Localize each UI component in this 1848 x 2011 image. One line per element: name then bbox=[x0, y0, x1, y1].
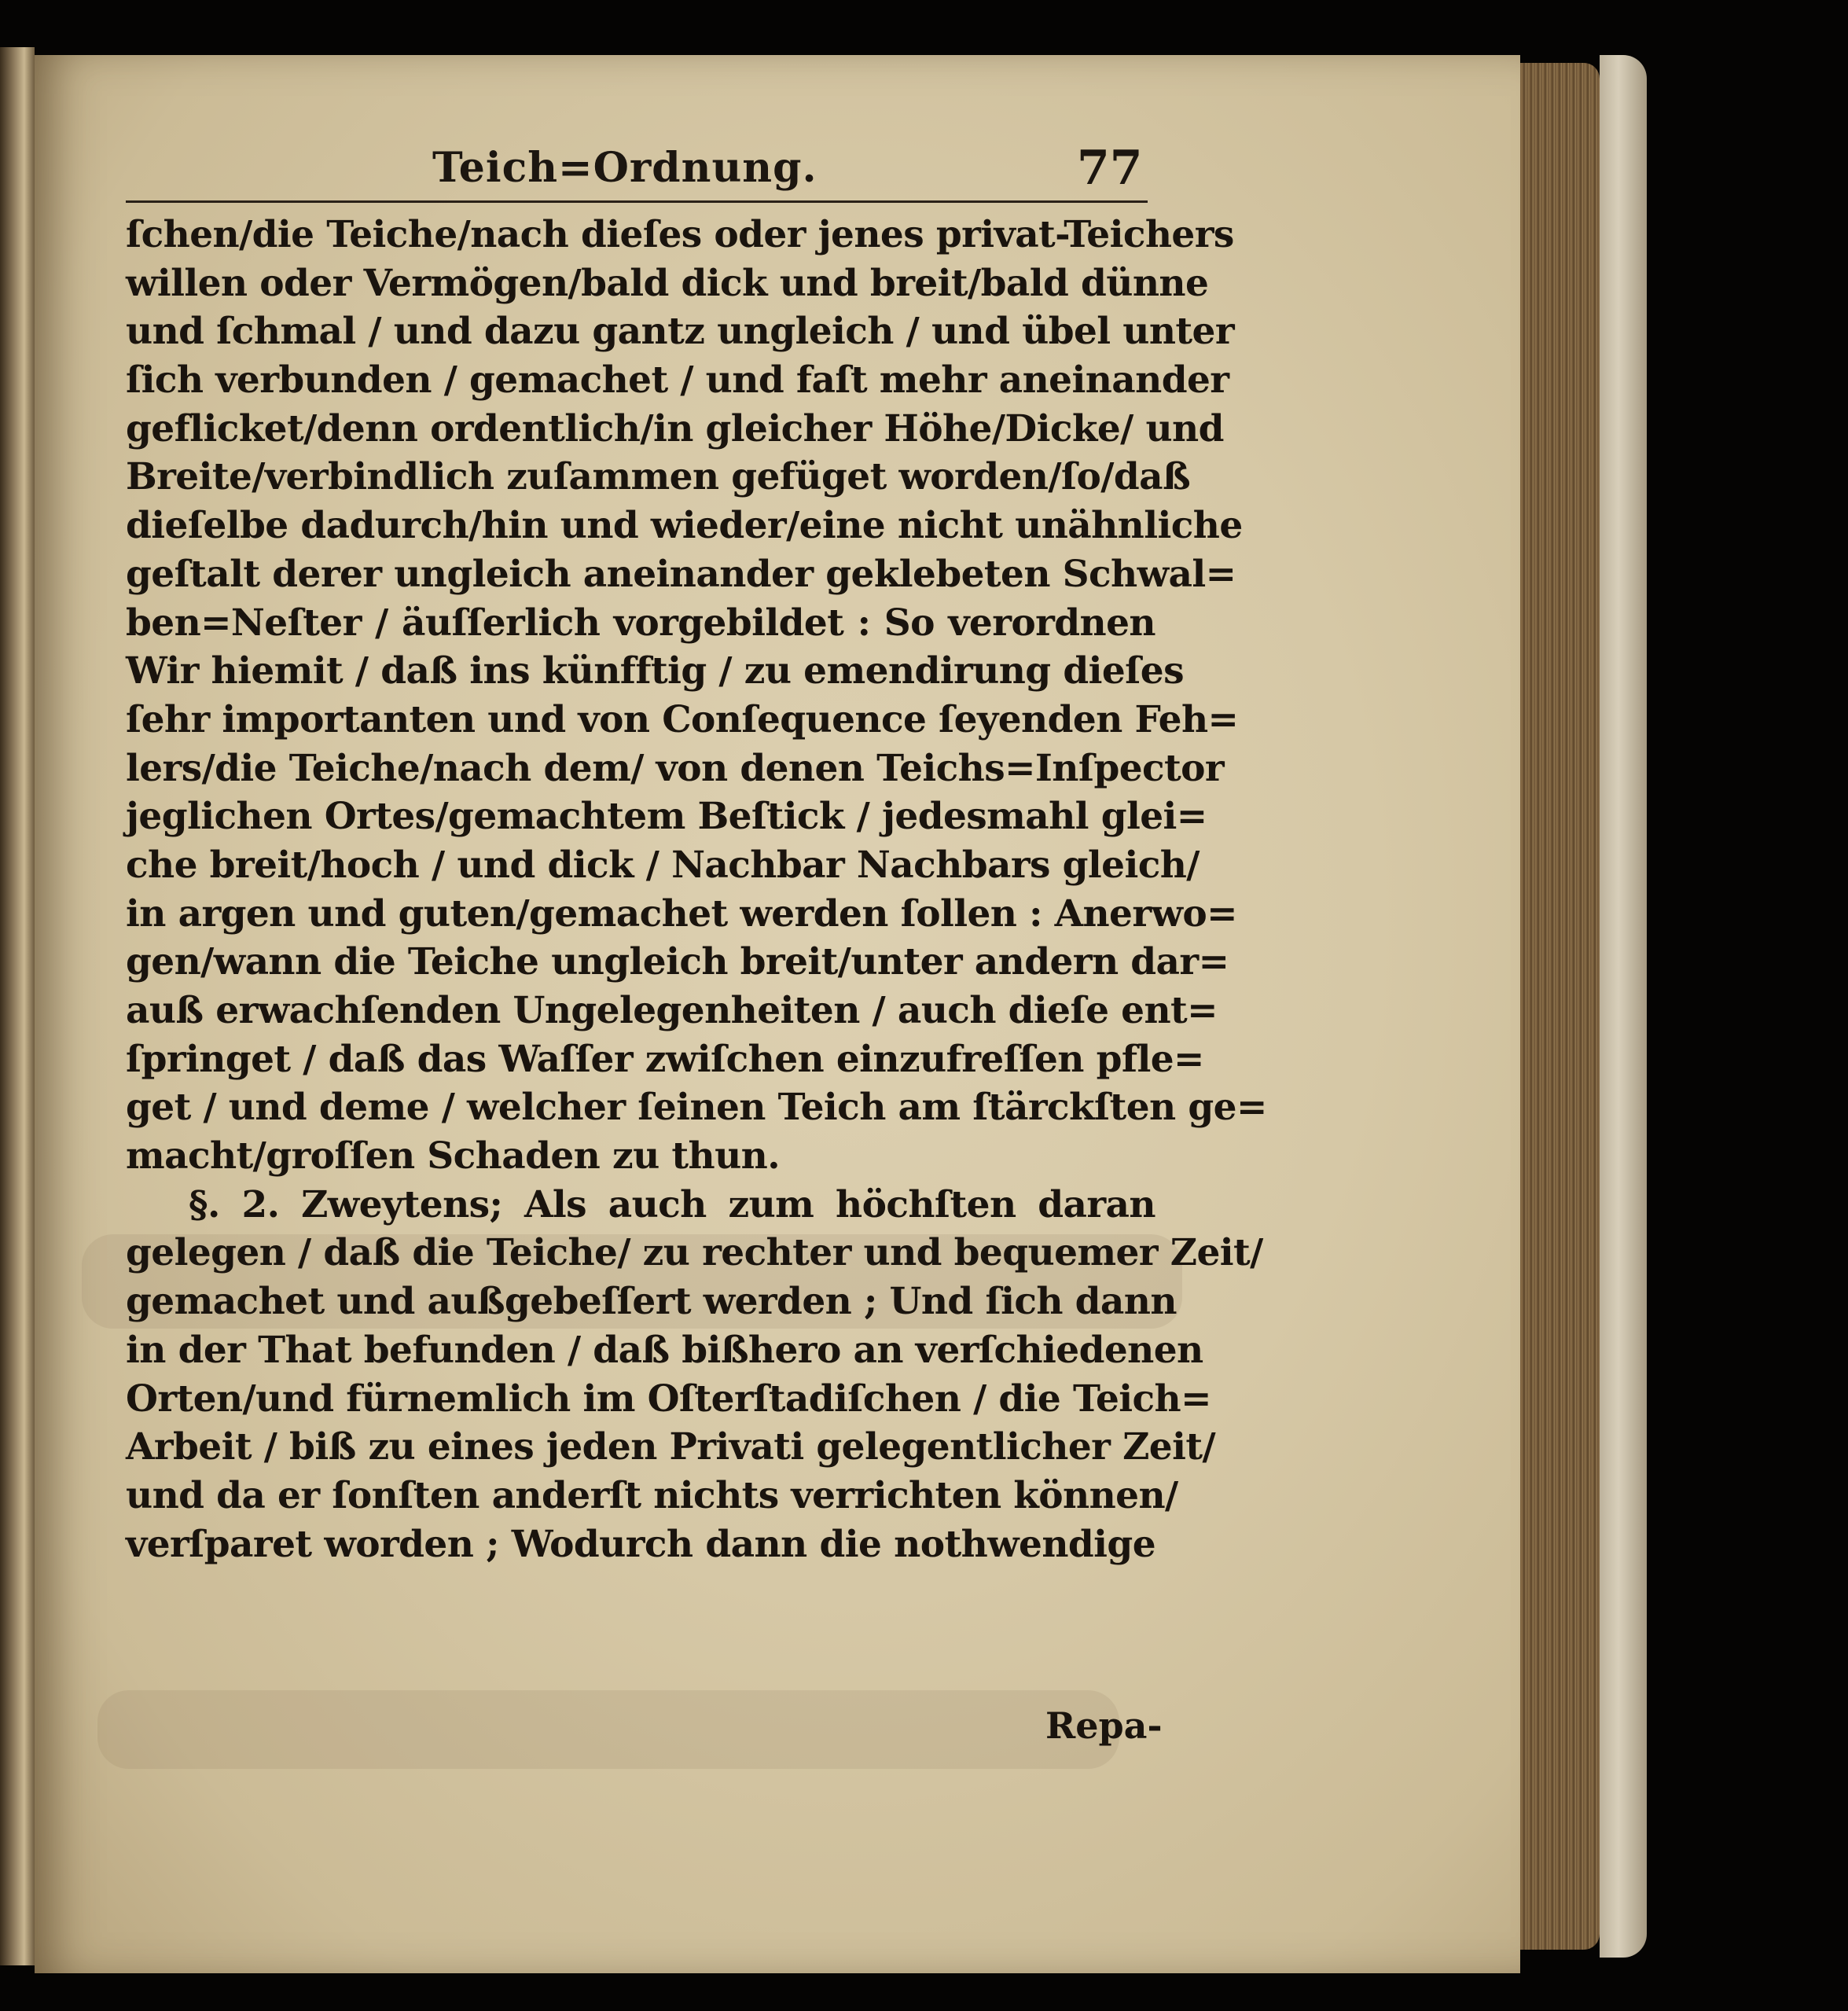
text-line: gelegen / daß die Teiche/ zu rechter und bequemer Zeit/ bbox=[126, 1231, 1263, 1275]
body-text bbox=[126, 211, 1267, 1568]
text-line: ſehr importanten und von Conſequence ſeyenden Feh= bbox=[126, 697, 1239, 741]
text-line: ben=Neſter / äuſſerlich vorgebildet : So verordnen bbox=[126, 601, 1155, 645]
text-line: get / und deme / welcher ſeinen Teich am ſtärckſten ge= bbox=[126, 1086, 1267, 1130]
text-line: geflicket/denn ordentlich/in gleicher Höhe/Dicke/ und bbox=[126, 406, 1224, 450]
text-line: ſich verbunden / gemachet / und faſt mehr aneinander bbox=[126, 358, 1229, 403]
text-line: Wir hiemit / daß ins künfftig / zu emendirung dieſes bbox=[126, 649, 1184, 693]
text-line: verſparet worden ; Wodurch dann die nothwendige bbox=[126, 1522, 1155, 1566]
running-head bbox=[126, 130, 1148, 208]
cover-edge bbox=[1600, 55, 1647, 1958]
facing-page-edge bbox=[0, 47, 35, 1965]
text-line: dieſelbe dadurch/hin und wieder/eine nicht unähnliche bbox=[126, 504, 1243, 548]
catchword: Repa- bbox=[1045, 1704, 1163, 1747]
text-line: geſtalt derer ungleich aneinander geklebeten Schwal= bbox=[126, 552, 1236, 596]
text-line: auß erwachſenden Ungelegenheiten / auch dieſe ent= bbox=[126, 989, 1218, 1032]
bleed-through-stain bbox=[97, 1690, 1119, 1769]
text-line: che breit/hoch / und dick / Nachbar Nachbars gleich/ bbox=[126, 843, 1200, 887]
text-line: lers/die Teiche/nach dem/ von denen Teichs=Inſpector bbox=[126, 746, 1225, 790]
text-line: jeglichen Ortes/gemachtem Beſtick / jedesmahl glei= bbox=[126, 795, 1207, 839]
text-line: Arbeit / biß zu eines jeden Privati gelegentlicher Zeit/ bbox=[126, 1425, 1216, 1469]
text-line-paragraph-end: macht/groſſen Schaden zu thun. bbox=[126, 1134, 780, 1178]
running-title: Teich=Ordnung. bbox=[432, 144, 817, 192]
text-line: in argen und guten/gemachet werden ſollen : Anerwo= bbox=[126, 892, 1237, 936]
text-line: in der That befunden / daß bißhero an verſchiedenen bbox=[126, 1328, 1203, 1372]
text-line: ſpringet / daß das Waſſer zwiſchen einzufreſſen pfle= bbox=[126, 1037, 1204, 1081]
text-line: Orten/und fürnemlich im Oſterſtadiſchen / die Teich= bbox=[126, 1377, 1211, 1421]
header-rule bbox=[126, 200, 1148, 203]
page-number: 77 bbox=[1077, 141, 1143, 196]
text-line: willen oder Vermögen/bald dick und breit/bald dünne bbox=[126, 261, 1209, 305]
text-line: und da er ſonſten anderſt nichts verrichten können/ bbox=[126, 1473, 1178, 1517]
text-line: und ſchmal / und dazu gantz ungleich / und übel unter bbox=[126, 310, 1235, 354]
text-line: gemachet und außgebeſſert werden ; Und ſich dann bbox=[126, 1280, 1177, 1324]
text-line: Breite/verbindlich zuſammen gefüget worden/ſo/daß bbox=[126, 455, 1191, 499]
text-line-section-start: §. 2. Zweytens; Als auch zum höchſten daran bbox=[189, 1182, 1155, 1226]
text-line: gen/wann die Teiche ungleich breit/unter andern dar= bbox=[126, 940, 1229, 984]
text-line: ſchen/die Teiche/nach dieſes oder jenes privat-Teichers bbox=[126, 213, 1234, 256]
